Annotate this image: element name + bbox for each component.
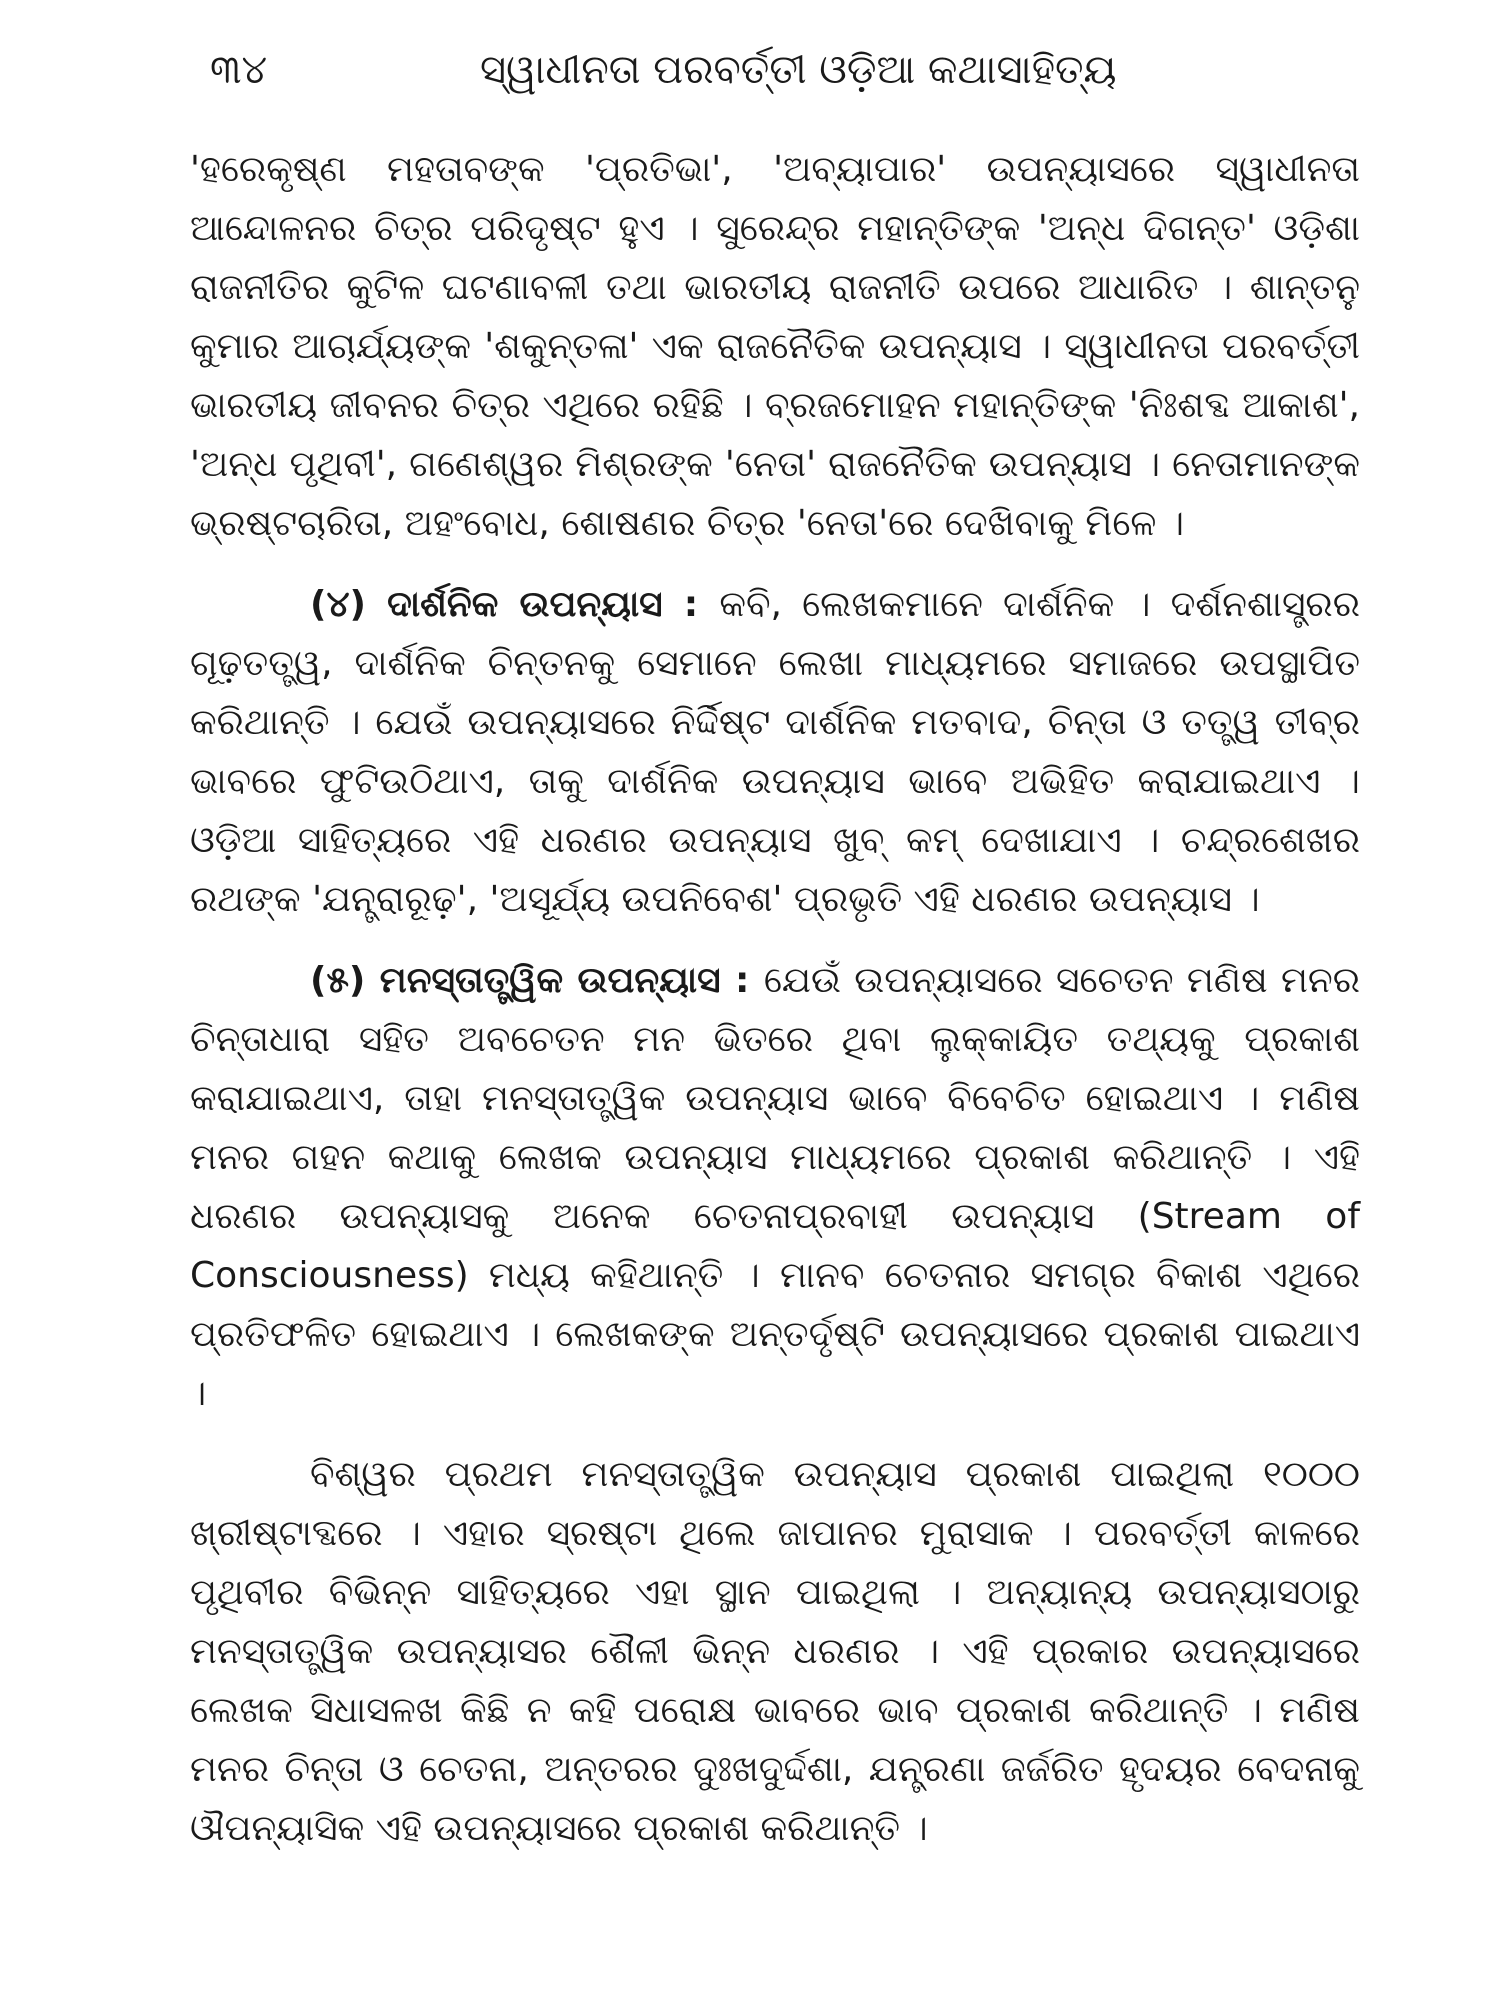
paragraph-text: କବି, ଲେଖକମାନେ ଦାର୍ଶନିକ । ଦର୍ଶନଶାସ୍ତ୍ରର ଗୂଢ଼ତତ୍ତ୍ୱ, ଦାର୍ଶନିକ ଚିନ୍ତନକୁ ସେମାନେ ଲେଖା ମାଧ୍ୟମରେ ସମାଜରେ ଉପସ୍ଥାପିତ କରିଥାନ୍ତି । ଯେଉଁ ଉପନ୍ୟାସରେ ନିର୍ଦ୍ଦିଷ୍ଟ ଦାର୍ଶନିକ ମତବାଦ, ଚିନ୍ତା ଓ ତତ୍ତ୍ୱ ତୀବ୍ର ଭାବରେ ଫୁଟିଉଠିଥାଏ, ତାକୁ ଦାର୍ଶନିକ ଉପନ୍ୟାସ ଭାବେ ଅଭିହିତ କରାଯାଇଥାଏ । ଓଡ଼ିଆ ସାହିତ୍ୟରେ ଏହି ଧରଣର ଉପନ୍ୟାସ ଖୁବ୍ କମ୍ ଦେଖାଯାଏ । ଚନ୍ଦ୍ରଶେଖର ରଥଙ୍କ 'ଯନ୍ତ୍ରାରୂଢ଼', 'ଅସୂର୍ଯ୍ୟ ଉପନିବେଶ' ପ୍ରଭୃତି ଏହି ଧରଣର ଉପନ୍ୟାସ । <box>190 584 1360 920</box>
paragraph-text: ଯେଉଁ ଉପନ୍ୟାସରେ ସଚେତନ ମଣିଷ ମନର ଚିନ୍ତାଧାରା ସହିତ ଅବଚେତନ ମନ ଭିତରେ ଥିବା ଲୁକ୍‌କାୟିତ ତଥ୍ୟକୁ ପ୍ରକାଶ କରାଯାଇଥାଏ, ତାହା ମନସ୍ତାତ୍ତ୍ୱିକ ଉପନ୍ୟାସ ଭାବେ ବିବେଚିତ ହୋଇଥାଏ । ମଣିଷ ମନର ଗହନ କଥାକୁ ଲେଖକ ଉପନ୍ୟାସ ମାଧ୍ୟମରେ ପ୍ରକାଶ କରିଥାନ୍ତି । ଏହି ଧରଣର ଉପନ୍ୟାସକୁ ଅନେକ ଚେତନାପ୍ରବାହୀ ଉପନ୍ୟାସ (Stream of Consciousness) ମଧ୍ୟ କହିଥାନ୍ତି । ମାନବ ଚେତନାର ସମଗ୍ର ବିକାଶ ଏଥିରେ ପ୍ରତିଫଳିତ ହୋଇଥାଏ । ଲେଖକଙ୍କ ଅନ୍ତର୍ଦୃଷ୍ଟି ଉପନ୍ୟାସରେ ପ୍ରକାଶ ପାଇଥାଏ । <box>190 960 1360 1414</box>
page-header <box>200 40 1380 100</box>
paragraph-text: 'ହରେକୃଷ୍ଣ ମହତାବଙ୍କ 'ପ୍ରତିଭା', 'ଅବ୍ୟାପାର' ଉପନ୍ୟାସରେ ସ୍ୱାଧୀନତା ଆନ୍ଦୋଳନର ଚିତ୍ର ପରିଦୃଷ୍ଟ ହୁଏ । ସୁରେନ୍ଦ୍ର ମହାନ୍ତିଙ୍କ 'ଅନ୍ଧ ଦିଗନ୍ତ' ଓଡ଼ିଶା ରାଜନୀତିର କୁଟିଳ ଘଟଣାବଳୀ ତଥା ଭାରତୀୟ ରାଜନୀତି ଉପରେ ଆଧାରିତ । ଶାନ୍ତନୁ କୁମାର ଆଚାର୍ଯ୍ୟଙ୍କ 'ଶକୁନ୍ତଳା' ଏକ ରାଜନୈତିକ ଉପନ୍ୟାସ । ସ୍ୱାଧୀନତା ପରବର୍ତ୍ତୀ ଭାରତୀୟ ଜୀବନର ଚିତ୍ର ଏଥିରେ ରହିଛି । ବ୍ରଜମୋହନ ମହାନ୍ତିଙ୍କ 'ନିଃଶବ୍ଦ ଆକାଶ', 'ଅନ୍ଧ ପୃଥିବୀ', ଗଣେଶ୍ୱର ମିଶ୍ରଙ୍କ 'ନେତା' ରାଜନୈତିକ ଉପନ୍ୟାସ । ନେତାମାନଙ୍କ ଭ୍ରଷ୍ଟଚାରିତା, ଅହଂବୋଧ, ଶୋଷଣର ଚିତ୍ର 'ନେତା'ରେ ଦେଖିବାକୁ ମିଳେ । <box>190 149 1360 544</box>
paragraph-philosophical-novels <box>190 575 1360 929</box>
section-heading: (୪) ଦାର୍ଶନିକ ଉପନ୍ୟାସ : <box>310 584 720 625</box>
running-title: ସ୍ୱାଧୀନତା ପରବର୍ତ୍ତୀ ଓଡ଼ିଆ କଥାସାହିତ୍ୟ <box>480 47 1117 93</box>
page-number: ୩୪ <box>210 47 268 93</box>
section-heading: (୫) ମନସ୍ତାତ୍ତ୍ୱିକ ଉପନ୍ୟାସ : <box>310 960 764 1001</box>
paragraph-first-psychological-novel <box>190 1445 1360 1858</box>
paragraph-political-novels <box>190 140 1360 553</box>
paragraph-text: ବିଶ୍ୱର ପ୍ରଥମ ମନସ୍ତାତ୍ତ୍ୱିକ ଉପନ୍ୟାସ ପ୍ରକାଶ ପାଇଥିଲା ୧୦୦୦ ଖ୍ରୀଷ୍ଟାବ୍ଦରେ । ଏହାର ସ୍ରଷ୍ଟା ଥିଲେ ଜାପାନର ମୁରାସାକ । ପରବର୍ତ୍ତୀ କାଳରେ ପୃଥିବୀର ବିଭିନ୍ନ ସାହିତ୍ୟରେ ଏହା ସ୍ଥାନ ପାଇଥିଲା । ଅନ୍ୟାନ୍ୟ ଉପନ୍ୟାସଠାରୁ ମନସ୍ତାତ୍ତ୍ୱିକ ଉପନ୍ୟାସର ଶୈଳୀ ଭିନ୍ନ ଧରଣର । ଏହି ପ୍ରକାର ଉପନ୍ୟାସରେ ଲେଖକ ସିଧାସଳଖ କିଛି ନ କହି ପରୋକ୍ଷ ଭାବରେ ଭାବ ପ୍ରକାଶ କରିଥାନ୍ତି । ମଣିଷ ମନର ଚିନ୍ତା ଓ ଚେତନା, ଅନ୍ତରର ଦୁଃଖଦୁର୍ଦ୍ଦଶା, ଯନ୍ତ୍ରଣା ଜର୍ଜରିତ ହୃଦୟର ବେଦନାକୁ ଔପନ୍ୟାସିକ ଏହି ଉପନ୍ୟାସରେ ପ୍ରକାଶ କରିଥାନ୍ତି । <box>190 1454 1360 1849</box>
body-text <box>190 140 1360 1864</box>
paragraph-psychological-novels <box>190 951 1360 1423</box>
